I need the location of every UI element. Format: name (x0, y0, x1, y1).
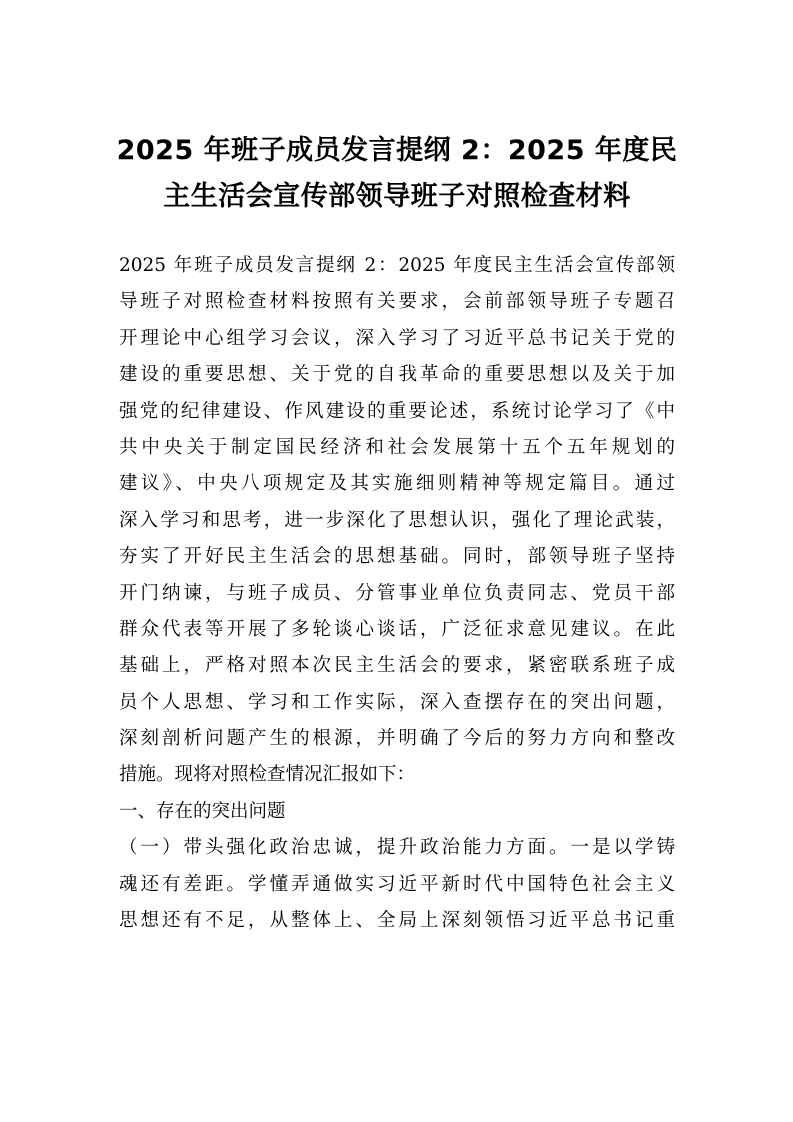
body-line: 建议》、中央八项规定及其实施细则精神等规定篇目。通过 (119, 473, 675, 495)
body-line: 建设的重要思想、关于党的自我革命的重要思想以及关于加 (119, 364, 675, 386)
body-line: 深入学习和思考，进一步深化了思想认识，强化了理论武装， (119, 509, 675, 531)
body-line: 基础上，严格对照本次民主生活会的要求，紧密联系班子成 (119, 655, 675, 677)
body-line: 员个人思想、学习和工作实际，深入查摆存在的突出问题， (119, 691, 675, 713)
body-line: 深刻剖析问题产生的根源，并明确了今后的努力方向和整改 (119, 728, 675, 750)
body-line: 共中央关于制定国民经济和社会发展第十五个五年规划的 (119, 436, 675, 458)
body-line: 思想还有不足，从整体上、全局上深刻领悟习近平总书记重 (119, 910, 675, 932)
body-line: 措施。现将对照检查情况汇报如下： (119, 764, 416, 786)
body-line: 开门纳谏，与班子成员、分管事业单位负责同志、党员干部 (119, 582, 675, 604)
document-body (119, 248, 675, 939)
document-title (112, 128, 682, 220)
title-line: 2025 年班子成员发言提纲 2：2025 年度民 (116, 135, 678, 166)
body-line: 2025 年班子成员发言提纲 2：2025 年度民主生活会宣传部领 (119, 255, 675, 276)
body-line: 开理论中心组学习会议，深入学习了习近平总书记关于党的 (119, 327, 675, 349)
title-line: 主生活会宣传部领导班子对照检查材料 (163, 181, 631, 212)
body-line: 魂还有差距。学懂弄通做实习近平新时代中国特色社会主义 (119, 873, 675, 895)
body-line: 强党的纪律建设、作风建设的重要论述，系统讨论学习了《中 (119, 400, 675, 422)
body-line: 夯实了开好民主生活会的思想基础。同时，部领导班子坚持 (119, 546, 675, 568)
body-line: 导班子对照检查材料按照有关要求，会前部领导班子专题召 (119, 291, 675, 313)
body-line: （一）带头强化政治忠诚，提升政治能力方面。一是以学铸 (119, 837, 675, 859)
section-heading: 一、存在的突出问题 (119, 800, 286, 822)
body-line: 群众代表等开展了多轮谈心谈话，广泛征求意见建议。在此 (119, 618, 675, 640)
